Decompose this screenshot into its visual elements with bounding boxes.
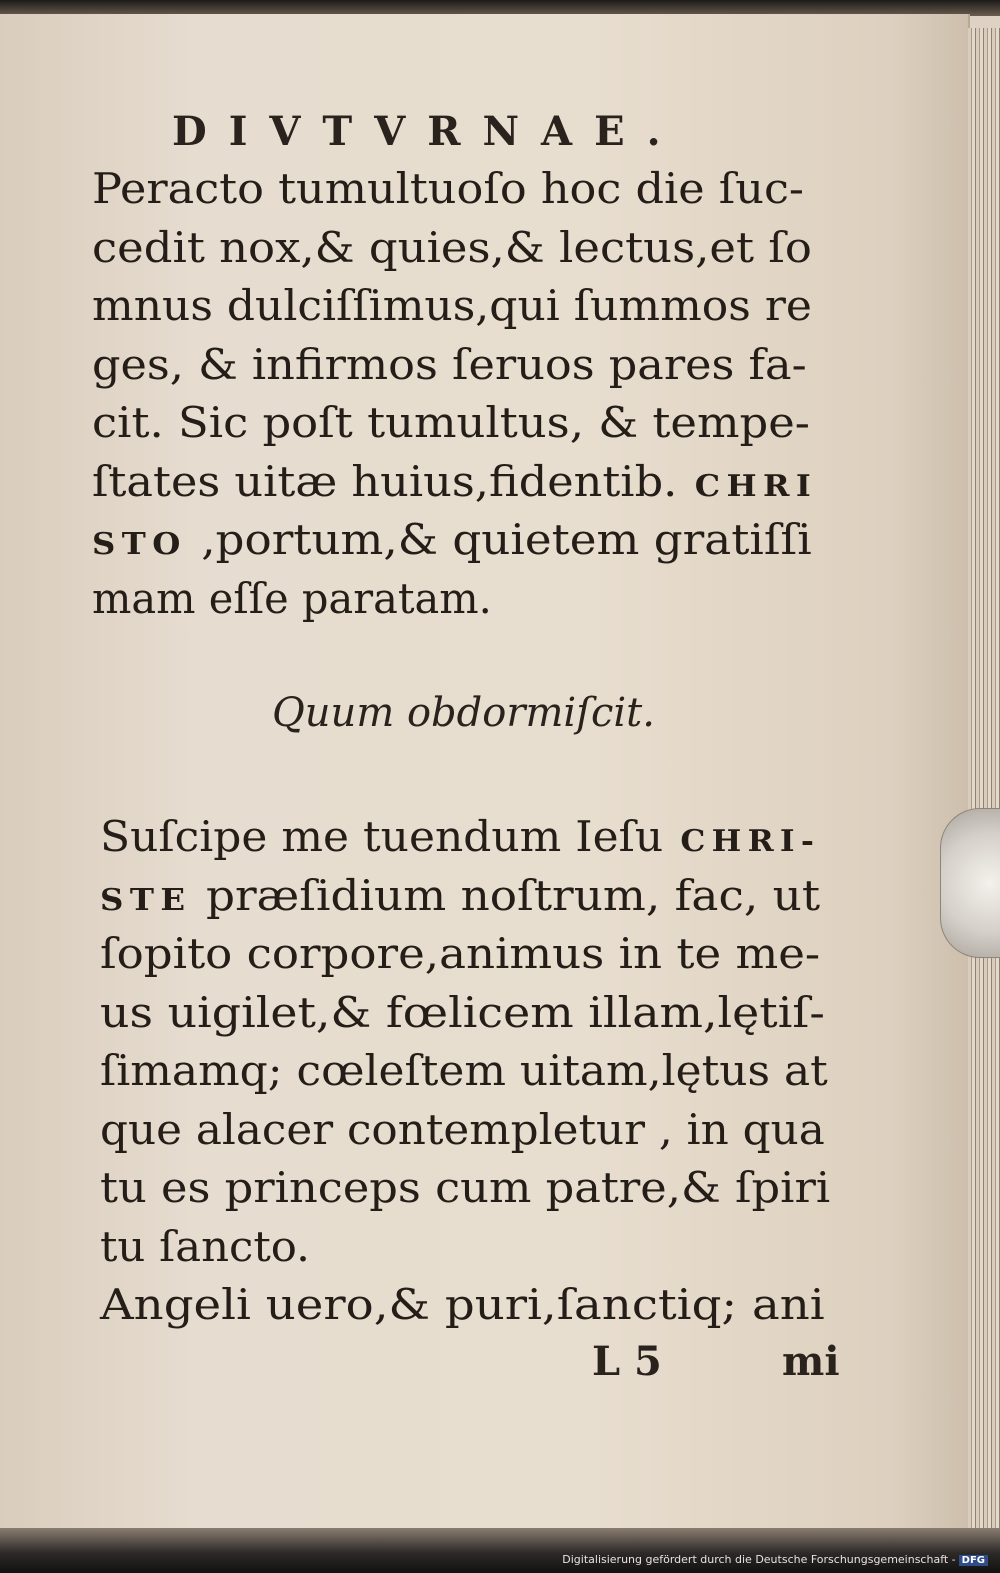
small-caps-word: CHRI- xyxy=(663,824,821,859)
page-edges xyxy=(968,28,1000,1528)
line-text: tu ſancto. xyxy=(100,1221,310,1271)
text-line xyxy=(100,1280,825,1329)
line-text: ſtates uitæ huius,fidentib. xyxy=(92,456,678,506)
small-caps-word: STE xyxy=(100,882,192,918)
line-text: que alacer contempletur , in qua xyxy=(100,1104,825,1154)
signature-mark: L 5 xyxy=(592,1338,662,1385)
small-caps-word: STO xyxy=(92,527,187,562)
catchword: mi xyxy=(782,1338,840,1385)
small-caps-word: CHRI xyxy=(677,468,818,504)
line-text: ſimamq; cœleſtem uitam,lętus at xyxy=(100,1046,828,1095)
text-line xyxy=(92,515,812,564)
section-heading: Quum obdormiſcit. xyxy=(272,690,655,736)
line-text: cit. Sic poſt tumultus, & tempe- xyxy=(92,398,810,447)
text-line xyxy=(92,281,812,330)
text-line xyxy=(92,339,807,389)
text-line xyxy=(100,929,821,978)
line-text: mam eſſe paratam. xyxy=(92,573,492,623)
line-text: Angeli uero,& puri,ſanctiq; ani xyxy=(100,1280,825,1329)
text-line xyxy=(100,1104,825,1154)
line-text: mnus dulciſſimus,qui ſummos re xyxy=(92,281,812,330)
text-line xyxy=(100,1163,831,1212)
text-line xyxy=(100,812,821,861)
text-line xyxy=(92,573,492,623)
thumb-tab xyxy=(940,808,1000,958)
line-text: Suſcipe me tuendum Ieſu xyxy=(100,812,664,861)
line-text: præſidium noſtrum, fac, ut xyxy=(191,870,821,920)
line-text: ,portum,& quietem gratiſſi xyxy=(186,515,812,564)
line-text: us uigilet,& fœlicem illam,lętiſ- xyxy=(100,987,825,1037)
text-line xyxy=(100,987,825,1037)
footer-credit xyxy=(562,1553,988,1566)
text-line xyxy=(92,164,804,213)
text-line xyxy=(100,870,821,920)
text-line xyxy=(100,1046,828,1095)
scan-bottom-edge xyxy=(0,1528,1000,1573)
text-line xyxy=(92,222,812,272)
text-line xyxy=(92,398,810,447)
line-text: ſopito corpore,animus in te me- xyxy=(100,929,821,978)
line-text: ges, & infirmos ſeruos pares fa- xyxy=(92,339,807,389)
text-line xyxy=(100,1221,310,1271)
footer-text: Digitalisierung gefördert durch die Deutsche Forschungsgemeinschaft - xyxy=(562,1553,956,1566)
line-text: Peracto tumultuoſo hoc die ſuc- xyxy=(92,164,804,213)
text-line xyxy=(92,456,818,506)
line-text: tu es princeps cum patre,& ſpiri xyxy=(100,1163,831,1212)
line-text: cedit nox,& quies,& lectus,et ſo xyxy=(92,222,812,272)
dfg-logo: DFG xyxy=(959,1555,988,1566)
running-head: DIVTVRNAE. xyxy=(172,108,683,155)
